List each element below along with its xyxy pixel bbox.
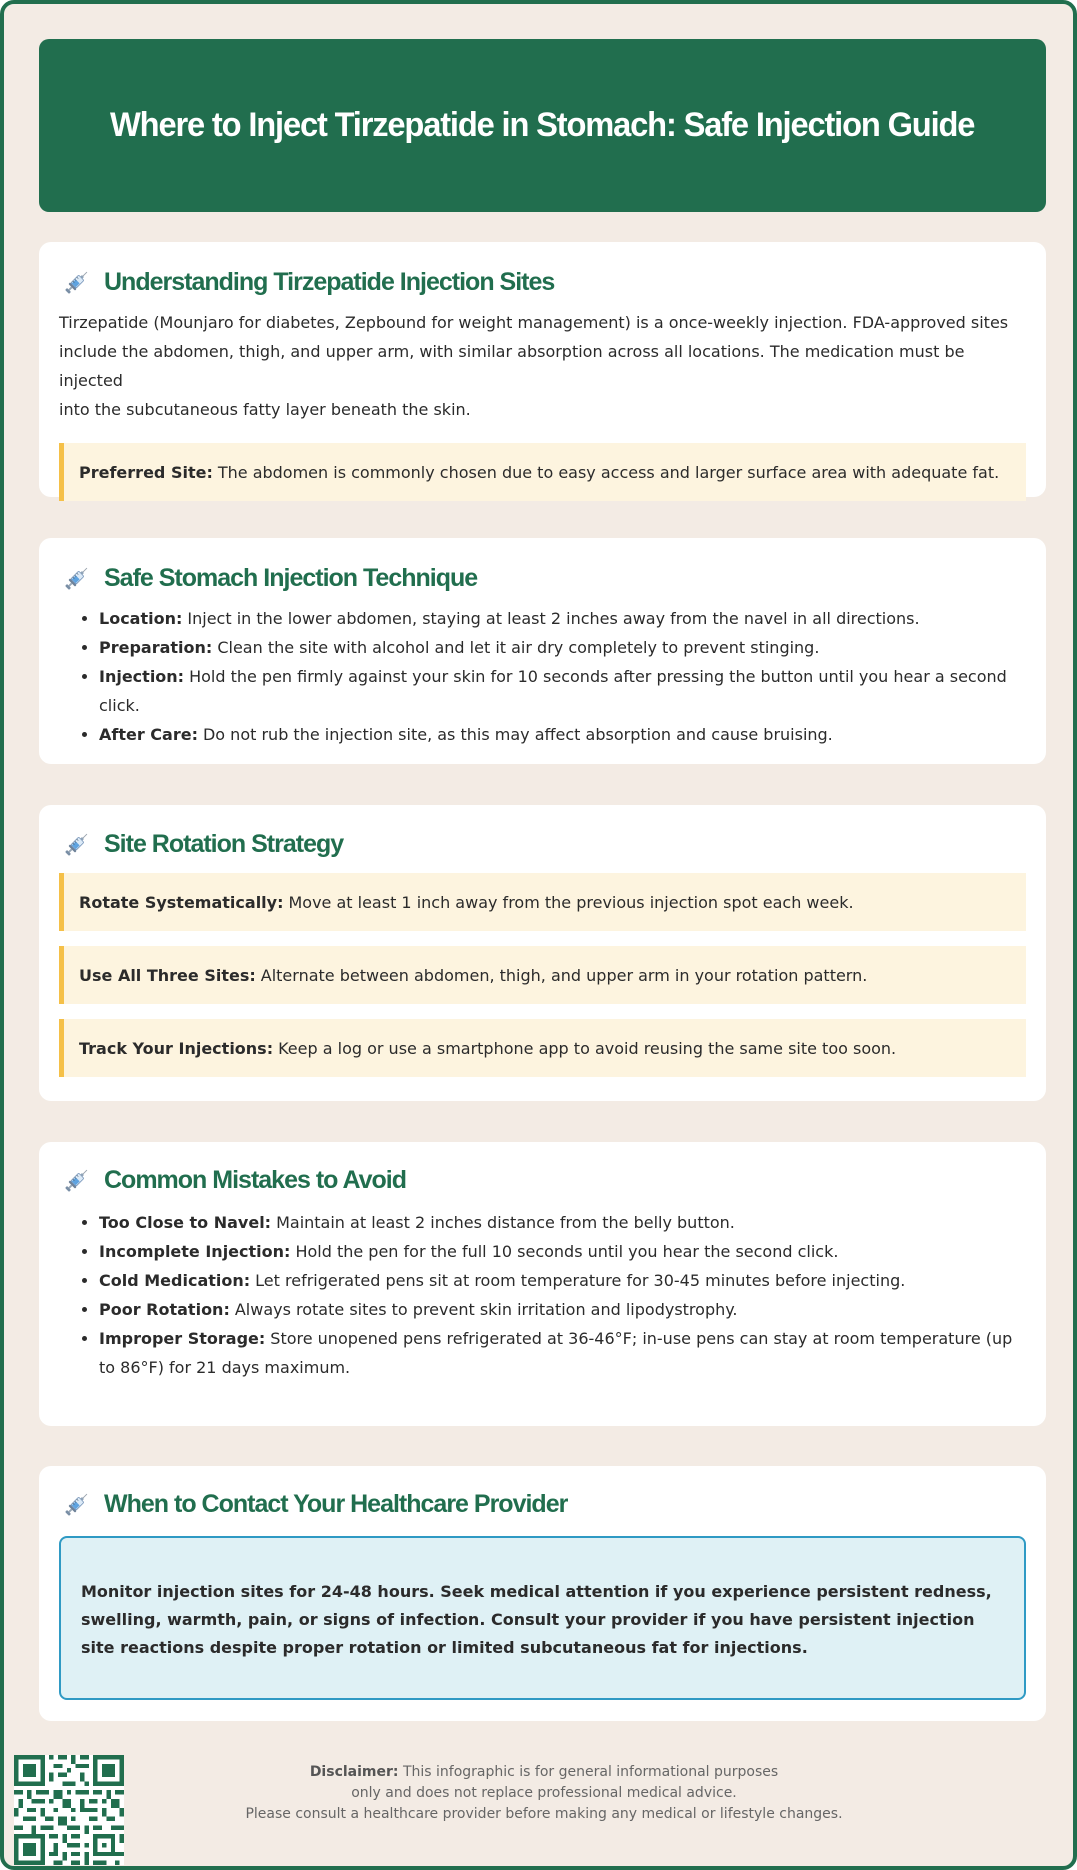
list-item: • Incomplete Injection: Hold the pen for the full 10 seconds until you hear the second click. [99,1237,1026,1266]
list-item: • Preparation: Clean the site with alcohol and let it air dry completely to prevent stinging. [99,633,1026,662]
list-item: • Improper Storage: Store unopened pens refrigerated at 36-46°F; in-use pens can stay at room temperature (up to 86°F) for 21 days maximum. [99,1324,1026,1382]
list-item: • Poor Rotation: Always rotate sites to prevent skin irritation and lipodystrophy. [99,1295,1026,1324]
rotation-callout: Use All Three Sites: Alternate between abdomen, thigh, and upper arm in your rotation pattern. [59,946,1026,1004]
warning-alert [59,1536,1026,1700]
section-technique [39,538,1046,764]
callout-text: The abdomen is commonly chosen due to easy access and larger surface area with adequate fat. [217,462,1000,482]
section-title: Common Mistakes to Avoid [104,1165,406,1194]
syringe-icon [62,829,92,859]
section-mistakes [39,1142,1046,1426]
disclaimer-text: Please consult a healthcare provider before making any medical or lifestyle changes. [245,1806,843,1822]
disclaimer-label: Disclaimer: [309,1764,399,1780]
syringe-icon [62,1489,92,1519]
qr-code-icon [14,1755,124,1865]
intro-line: Tirzepatide (Mounjaro for diabetes, Zepbound for weight management) is a once-weekly injection. FDA-approved sites [59,313,1009,332]
page-title: Where to Inject Tirzepatide in Stomach: Safe Injection Guide [110,106,975,144]
intro-line: into the subcutaneous fatty layer beneath the skin. [59,400,471,419]
section-title: Understanding Tirzepatide Injection Sites [104,267,555,296]
list-item: • Injection: Hold the pen firmly against your skin for 10 seconds after pressing the button until you hear a second click. [99,662,1026,720]
section-contact [39,1466,1046,1721]
disclaimer-text: only and does not replace professional medical advice. [351,1785,737,1801]
alert-text: Monitor injection sites for 24-48 hours. Seek medical attention if you experience persistent redness, swelling, warmth, pain, or signs of infection. Consult your provider if you have persistent injection site reactions despite proper rotation or limited subcutaneous fat for injections. [81,1582,992,1657]
rotation-callout: Track Your Injections: Keep a log or use a smartphone app to avoid reusing the same site too soon. [59,1019,1026,1077]
syringe-icon [62,1165,92,1195]
preferred-site-callout [59,443,1026,501]
section-title: Site Rotation Strategy [104,829,344,858]
section-title: Safe Stomach Injection Technique [104,563,478,592]
list-item: • Location: Inject in the lower abdomen, staying at least 2 inches away from the navel in all directions. [99,604,1026,633]
section-rotation [39,805,1046,1101]
section-understanding [39,242,1046,497]
title-banner [39,39,1046,212]
syringe-icon [62,267,92,297]
syringe-icon [62,563,92,593]
disclaimer-text: This infographic is for general informational purposes [402,1764,779,1780]
intro-line: include the abdomen, thigh, and upper arm, with similar absorption across all locations. The medication must be injected [59,342,965,390]
list-item: • After Care: Do not rub the injection site, as this may affect absorption and cause bruising. [99,720,1026,749]
rotation-callout: Rotate Systematically: Move at least 1 inch away from the previous injection spot each week. [59,873,1026,931]
section-title: When to Contact Your Healthcare Provider [104,1489,568,1518]
callout-label: Preferred Site: [79,462,213,482]
list-item: • Cold Medication: Let refrigerated pens sit at room temperature for 30-45 minutes before injecting. [99,1266,1026,1295]
disclaimer [194,1762,894,1825]
list-item: • Too Close to Navel: Maintain at least 2 inches distance from the belly button. [99,1208,1026,1237]
